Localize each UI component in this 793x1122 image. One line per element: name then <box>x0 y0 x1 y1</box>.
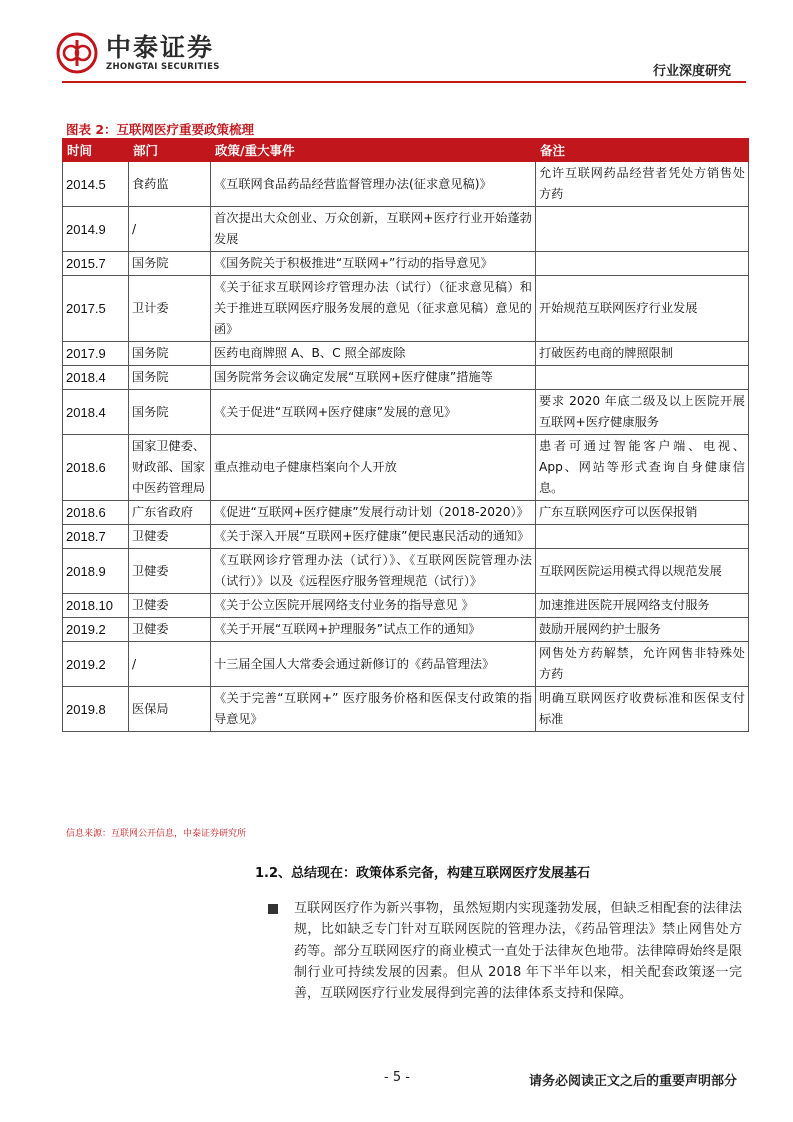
table-row <box>63 276 749 342</box>
cell-time: 2019.2 <box>63 618 129 642</box>
cell-department: / <box>129 642 211 687</box>
cell-policy: 《关于完善“互联网+” 医疗服务价格和医保支付政策的指导意见》 <box>211 687 536 732</box>
cell-time: 2019.2 <box>63 642 129 687</box>
cell-remark: 打破医药电商的牌照限制 <box>536 342 749 366</box>
cell-policy: 《关于公立医院开展网络支付业务的指导意见 》 <box>211 594 536 618</box>
cell-time: 2015.7 <box>63 252 129 276</box>
cell-policy: 首次提出大众创业、万众创新，互联网+医疗行业开始蓬勃发展 <box>211 207 536 252</box>
report-type: 行业深度研究 <box>652 64 731 79</box>
cell-time: 2018.4 <box>63 390 129 435</box>
table-row <box>63 366 749 390</box>
cell-department: 卫健委 <box>129 594 211 618</box>
cell-remark: 网售处方药解禁，允许网售非特殊处方药 <box>536 642 749 687</box>
table-row <box>63 549 749 594</box>
cell-remark <box>536 366 749 390</box>
table-row <box>63 435 749 501</box>
cell-department: 卫计委 <box>129 276 211 342</box>
cell-remark: 要求 2020 年底二级及以上医院开展互联网+医疗健康服务 <box>536 390 749 435</box>
section-title: 1.2、总结现在：政策体系完备，构建互联网医疗发展基石 <box>255 866 591 881</box>
disclaimer-note: 请务必阅读正文之后的重要声明部分 <box>528 1074 737 1089</box>
cell-time: 2018.9 <box>63 549 129 594</box>
cell-policy: 《促进“互联网+医疗健康”发展行动计划（2018-2020）》 <box>211 501 536 525</box>
cell-department: / <box>129 207 211 252</box>
cell-policy: 《关于征求互联网诊疗管理办法（试行）（征求意见稿）和关于推进互联网医疗服务发展的意见（征求意见稿）意见的函》 <box>211 276 536 342</box>
cell-department: 食药监 <box>129 162 211 207</box>
column-header-time: 时间 <box>63 139 129 162</box>
cell-policy: 重点推动电子健康档案向个人开放 <box>211 435 536 501</box>
table-row <box>63 252 749 276</box>
cell-time: 2018.10 <box>63 594 129 618</box>
figure-source: 信息来源：互联网公开信息，中泰证券研究所 <box>66 829 247 839</box>
company-logo <box>56 32 220 74</box>
table-row <box>63 162 749 207</box>
cell-department: 卫健委 <box>129 549 211 594</box>
cell-policy: 医药电商牌照 A、B、C 照全部废除 <box>211 342 536 366</box>
table-row <box>63 642 749 687</box>
cell-remark: 患者可通过智能客户端、电视、App、网站等形式查询自身健康信息。 <box>536 435 749 501</box>
cell-remark <box>536 525 749 549</box>
cell-remark: 开始规范互联网医疗行业发展 <box>536 276 749 342</box>
cell-time: 2014.9 <box>63 207 129 252</box>
cell-remark <box>536 207 749 252</box>
cell-time: 2018.6 <box>63 501 129 525</box>
cell-policy: 《关于促进“互联网+医疗健康”发展的意见》 <box>211 390 536 435</box>
cell-time: 2017.5 <box>63 276 129 342</box>
table-header-row <box>63 139 749 162</box>
logo-english-name: ZHONGTAI SECURITIES <box>106 62 220 72</box>
bullet-paragraph <box>268 898 742 1004</box>
paragraph-text: 互联网医疗作为新兴事物，虽然短期内实现蓬勃发展，但缺乏相配套的法律法规，比如缺乏专门针对互联网医院的管理办法，《药品管理法》禁止网售处方药等。部分互联网医疗的商业模式一直处于法律灰色地带。法律障碍始终是限制行业可持续发展的因素。但从 2018 年下半年以来，相关配套政策逐一完善，互联网医疗行业发展得到完善的法律体系支持和保障。 <box>294 901 742 1002</box>
policy-table <box>62 138 749 732</box>
cell-policy: 《关于深入开展“互联网+医疗健康”便民惠民活动的通知》 <box>211 525 536 549</box>
cell-time: 2018.6 <box>63 435 129 501</box>
cell-time: 2018.4 <box>63 366 129 390</box>
cell-remark: 明确互联网医疗收费标准和医保支付标准 <box>536 687 749 732</box>
logo-chinese-name: 中泰证券 <box>106 33 215 62</box>
table-row <box>63 687 749 732</box>
cell-policy: 《互联网食品药品经营监督管理办法(征求意见稿)》 <box>211 162 536 207</box>
cell-remark: 互联网医院运用模式得以规范发展 <box>536 549 749 594</box>
page-number: - 5 - <box>384 1070 410 1085</box>
cell-remark: 广东互联网医疗可以医保报销 <box>536 501 749 525</box>
cell-department: 医保局 <box>129 687 211 732</box>
cell-department: 国家卫健委、财政部、国家中医药管理局 <box>129 435 211 501</box>
cell-time: 2014.5 <box>63 162 129 207</box>
column-header-department: 部门 <box>129 139 211 162</box>
cell-time: 2019.8 <box>63 687 129 732</box>
column-header-remark: 备注 <box>536 139 749 162</box>
cell-department: 国务院 <box>129 390 211 435</box>
header-divider <box>62 81 746 83</box>
table-row <box>63 342 749 366</box>
cell-department: 卫健委 <box>129 525 211 549</box>
cell-department: 国务院 <box>129 342 211 366</box>
cell-department: 广东省政府 <box>129 501 211 525</box>
table-row <box>63 390 749 435</box>
cell-time: 2017.9 <box>63 342 129 366</box>
table-row <box>63 501 749 525</box>
cell-remark <box>536 252 749 276</box>
cell-remark: 加速推进医院开展网络支付服务 <box>536 594 749 618</box>
column-header-policy: 政策/重大事件 <box>211 139 536 162</box>
cell-department: 卫健委 <box>129 618 211 642</box>
figure-title: 图表 2：互联网医疗重要政策梳理 <box>66 122 255 137</box>
cell-remark: 允许互联网药品经营者凭处方销售处方药 <box>536 162 749 207</box>
square-bullet-icon <box>268 904 278 914</box>
table-row <box>63 525 749 549</box>
cell-policy: 《互联网诊疗管理办法（试行）》、《互联网医院管理办法（试行）》以及《远程医疗服务管理规范（试行）》 <box>211 549 536 594</box>
cell-department: 国务院 <box>129 366 211 390</box>
cell-policy: 国务院常务会议确定发展“互联网+医疗健康”措施等 <box>211 366 536 390</box>
cell-department: 国务院 <box>129 252 211 276</box>
table-row <box>63 618 749 642</box>
cell-policy: 十三届全国人大常委会通过新修订的《药品管理法》 <box>211 642 536 687</box>
cell-policy: 《国务院关于积极推进“互联网+”行动的指导意见》 <box>211 252 536 276</box>
table-row <box>63 594 749 618</box>
zhongtai-logo-icon <box>56 32 98 74</box>
table-row <box>63 207 749 252</box>
cell-remark: 鼓励开展网约护士服务 <box>536 618 749 642</box>
cell-time: 2018.7 <box>63 525 129 549</box>
cell-policy: 《关于开展“互联网+护理服务”试点工作的通知》 <box>211 618 536 642</box>
